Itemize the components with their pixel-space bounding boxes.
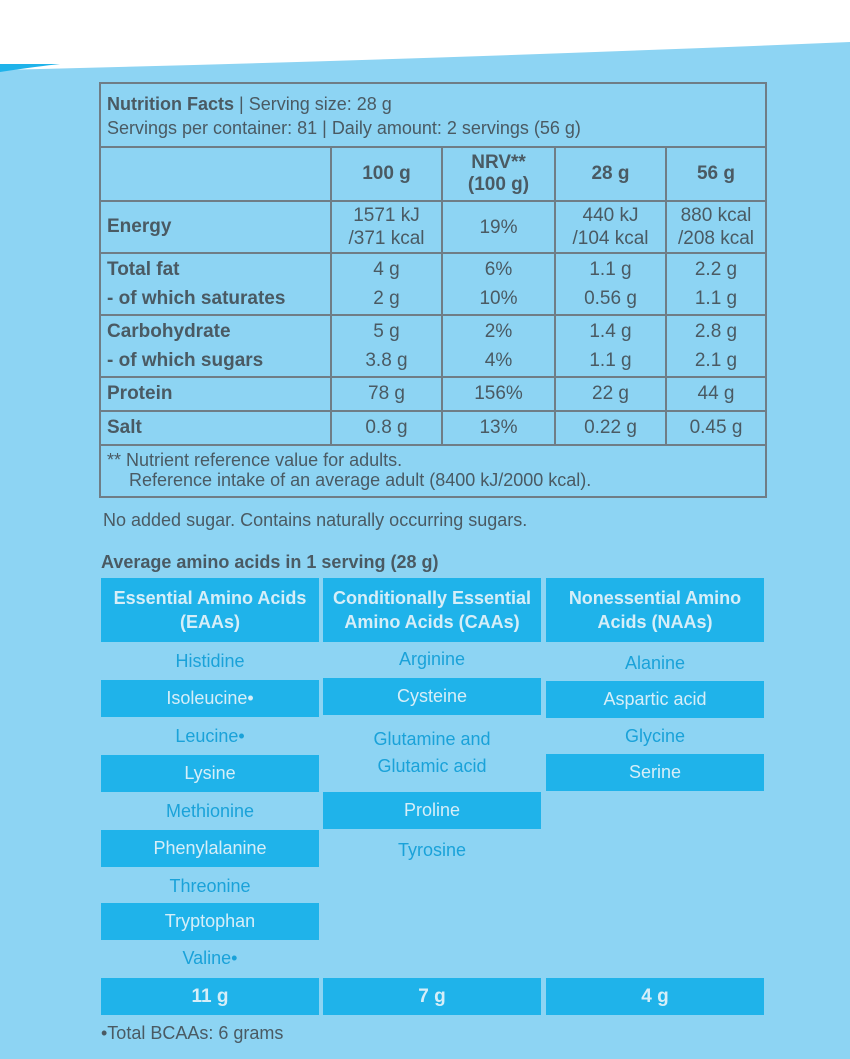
eaa-item: Leucine• bbox=[175, 726, 245, 746]
footnote-nrv: ** Nutrient reference value for adults. bbox=[107, 450, 403, 470]
energy-100-kcal: /371 kcal bbox=[348, 228, 425, 249]
energy-nrv: 19% bbox=[479, 216, 518, 238]
eaa-item: Lysine bbox=[101, 755, 319, 792]
saturates-28: 0.56 g bbox=[584, 288, 637, 309]
sugars-28: 1.1 g bbox=[589, 350, 632, 371]
fat-nrv: 6% bbox=[484, 259, 513, 280]
eaa-total: 11 g bbox=[101, 978, 319, 1015]
energy-100-kj: 1571 kJ bbox=[353, 205, 420, 226]
carb-nrv: 2% bbox=[484, 321, 513, 342]
naa-item: Serine bbox=[546, 754, 764, 791]
col-56g: 56 g bbox=[696, 163, 736, 184]
footnote-reference-intake: Reference intake of an average adult (8400 kJ/2000 kcal). bbox=[129, 470, 592, 490]
sugars-label: - of which sugars bbox=[107, 350, 264, 371]
fat-56: 2.2 g bbox=[694, 259, 738, 280]
protein-28: 22 g bbox=[556, 378, 667, 410]
protein-56: 44 g bbox=[697, 383, 735, 404]
naa-item: Glycine bbox=[624, 726, 686, 746]
saturates-56: 1.1 g bbox=[694, 288, 738, 309]
eaa-item: Phenylalanine bbox=[101, 830, 319, 867]
col-100g: 100 g bbox=[332, 148, 443, 200]
amino-title: Average amino acids in 1 serving (28 g) bbox=[101, 552, 439, 572]
carb-28: 1.4 g bbox=[589, 321, 632, 342]
caa-total: 7 g bbox=[323, 978, 541, 1015]
daily-amount: Daily amount: 2 servings (56 g) bbox=[331, 118, 581, 138]
saturates-100: 2 g bbox=[373, 288, 400, 309]
col-nrv-line2: (100 g) bbox=[467, 174, 530, 195]
salt-nrv: 13% bbox=[443, 412, 556, 444]
naa-header: Nonessential Amino Acids (NAAs) bbox=[546, 578, 764, 642]
naa-total: 4 g bbox=[546, 978, 764, 1015]
energy-label: Energy bbox=[107, 216, 172, 237]
carb-label: Carbohydrate bbox=[107, 321, 231, 342]
eaa-item: Isoleucine• bbox=[101, 680, 319, 717]
energy-56-kcal-b: /208 kcal bbox=[677, 228, 755, 249]
saturates-label: - of which saturates bbox=[107, 288, 286, 309]
energy-28-kj: 440 kJ bbox=[582, 205, 639, 226]
eaa-item: Tryptophan bbox=[101, 903, 319, 940]
protein-nrv: 156% bbox=[443, 378, 556, 410]
eaa-item: Threonine bbox=[169, 876, 251, 896]
column-header-row bbox=[101, 148, 765, 202]
naa-item: Aspartic acid bbox=[546, 681, 764, 718]
col-nrv bbox=[443, 148, 556, 200]
bcaa-note: •Total BCAAs: 6 grams bbox=[101, 1023, 284, 1043]
nutrition-footnote bbox=[101, 446, 765, 496]
protein-row bbox=[101, 378, 765, 412]
protein-label: Protein bbox=[107, 383, 173, 404]
servings-per-container: Servings per container: 81 bbox=[107, 118, 318, 138]
eaa-item: Valine• bbox=[182, 948, 238, 968]
fat-28: 1.1 g bbox=[589, 259, 632, 280]
caa-item: Glutamine and Glutamic acid bbox=[373, 729, 491, 776]
energy-28-kcal: /104 kcal bbox=[572, 228, 649, 249]
nutrition-header: Nutrition Facts | Serving size: 28 g Servings per container: 81 | Daily amount: 2 servings (56 g) bbox=[101, 84, 765, 148]
naa-column bbox=[546, 578, 764, 782]
fat-100: 4 g bbox=[373, 259, 400, 280]
nutrition-title: Nutrition Facts bbox=[107, 94, 235, 114]
salt-row bbox=[101, 412, 765, 446]
fat-label: Total fat bbox=[107, 259, 180, 280]
caa-item: Proline bbox=[323, 792, 541, 829]
nutrition-facts-table bbox=[99, 82, 767, 498]
sugars-100: 3.8 g bbox=[365, 350, 408, 371]
salt-100: 0.8 g bbox=[332, 412, 443, 444]
salt-label: Salt bbox=[107, 417, 142, 438]
caa-column bbox=[323, 578, 541, 860]
carb-row bbox=[101, 316, 765, 378]
col-28g: 28 g bbox=[556, 148, 667, 200]
sugars-56: 2.1 g bbox=[694, 350, 738, 371]
serving-size: Serving size: 28 g bbox=[248, 94, 392, 114]
eaa-item: Histidine bbox=[175, 651, 245, 671]
carb-56: 2.8 g bbox=[694, 321, 738, 342]
naa-item: Alanine bbox=[624, 653, 686, 673]
energy-56-kcal: 880 kcal bbox=[680, 205, 752, 226]
col-nrv-line1: NRV** bbox=[471, 152, 526, 173]
sugars-nrv: 4% bbox=[484, 350, 513, 371]
salt-56: 0.45 g bbox=[689, 417, 743, 438]
fat-row bbox=[101, 254, 765, 316]
energy-row bbox=[101, 202, 765, 254]
protein-100: 78 g bbox=[332, 378, 443, 410]
sugar-note: No added sugar. Contains naturally occurring sugars. bbox=[103, 510, 528, 530]
eaa-column bbox=[101, 578, 319, 968]
carb-100: 5 g bbox=[373, 321, 400, 342]
caa-item: Cysteine bbox=[323, 678, 541, 715]
eaa-item: Methionine bbox=[165, 801, 255, 821]
caa-header: Conditionally Essential Amino Acids (CAAs) bbox=[323, 578, 541, 642]
eaa-header: Essential Amino Acids (EAAs) bbox=[101, 578, 319, 642]
salt-28: 0.22 g bbox=[556, 412, 667, 444]
caa-item: Tyrosine bbox=[397, 840, 467, 860]
saturates-nrv: 10% bbox=[479, 288, 518, 309]
caa-item: Arginine bbox=[398, 649, 466, 669]
